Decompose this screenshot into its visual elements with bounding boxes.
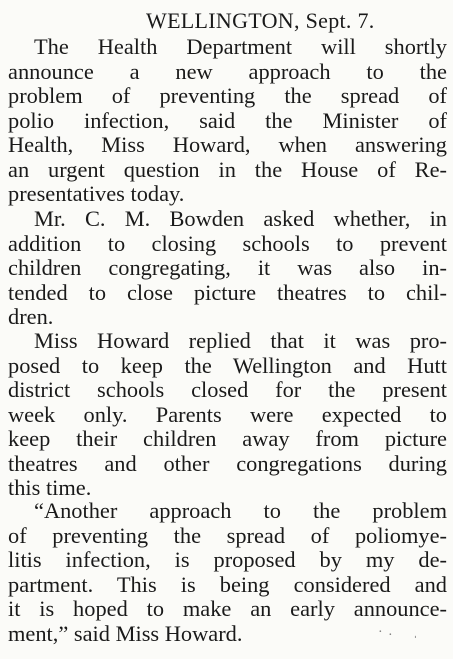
text-line: theatres and other congregations during [8,450,447,476]
print-speck: · [378,625,383,640]
text-line: dren. [8,304,54,329]
paragraph-1 [0,35,453,207]
text-line: this time. [8,475,92,500]
print-speck: · [388,628,393,643]
text-line: polio infection, said the Minister of [8,107,447,133]
text-line: an urgent question in the House of Re- [8,156,447,182]
dateline: WELLINGTON, Sept. 7. [146,8,375,33]
text-line: announce a new approach to the [8,58,447,84]
paragraph-2 [0,207,453,330]
print-speck: ˌ [413,624,418,639]
text-line: it is hoped to make an early announce- [8,596,447,621]
text-line: presentatives today. [8,181,185,206]
paragraph-4 [0,499,453,646]
text-line: keep their children away from picture [8,426,447,451]
text-line: problem of preventing the spread of [8,83,447,108]
paragraph-3 [0,329,453,501]
text-line: “Another approach to the problem [34,498,447,523]
text-line: district schools closed for the present [8,377,447,402]
text-line: tended to close picture theatres to chil- [8,279,447,305]
text-line: addition to closing schools to prevent [8,230,447,256]
text-line: partment. This is being considered and [8,571,447,597]
text-line: Health, Miss Howard, when answering [8,132,447,157]
text-line: posed to keep the Wellington and Hutt [8,352,447,378]
text-line: Mr. C. M. Bowden asked whether, in [34,206,447,231]
text-line: The Health Department will shortly [34,34,447,59]
text-line: Miss Howard replied that it was pro- [34,328,447,353]
text-line: litis infection, is proposed by my de- [8,547,447,572]
text-line: of preventing the spread of poliomye- [8,522,447,548]
text-line: ment,” said Miss Howard. [8,620,243,646]
text-line: week only. Parents were expected to [8,401,447,427]
text-line: children congregating, it was also in- [8,255,447,280]
